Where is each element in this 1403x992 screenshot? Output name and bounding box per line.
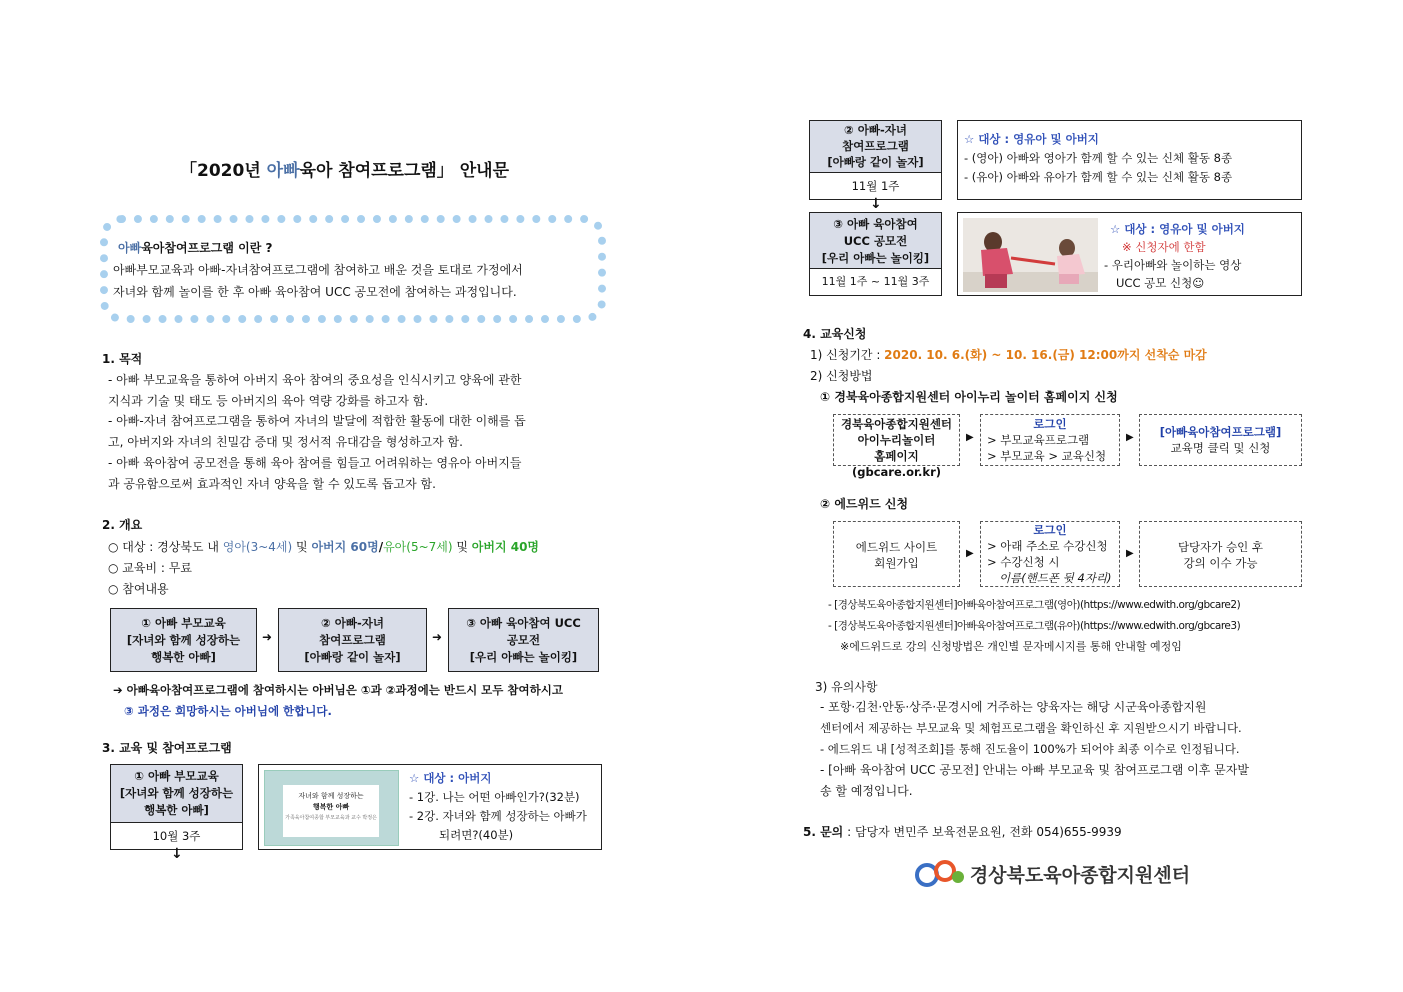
m2-step-3 — [1139, 521, 1302, 587]
m2s2-l2: > 아래 주소로 수강신청 — [987, 539, 1108, 553]
intro-line-1: 아빠부모교육과 아빠-자녀참여프로그램에 참여하고 배운 것을 토대로 가정에서 — [113, 263, 523, 277]
m2s1-l1: 에드위드 사이트 — [855, 540, 938, 554]
p3-item-2: UCC 공모 신청☺ — [1116, 276, 1205, 290]
program-3-box — [809, 212, 942, 296]
center-logo-text: 경상북도육아종합지원센터 — [969, 864, 1191, 887]
m1s1-l1: 경북육아종합지원센터 — [840, 417, 953, 431]
intro-line-2: 자녀와 함께 놀이를 한 후 아빠 육아참여 UCC 공모전에 참여하는 과정입니다. — [113, 285, 517, 299]
m1-step-2 — [980, 414, 1120, 466]
m1s2-l2: > 부모교육프로그램 — [987, 433, 1090, 447]
flow-3-l2: 공모전 — [506, 633, 541, 647]
p1-item-1: - 1강. 나는 어떤 아빠인가?(32분) — [409, 790, 580, 804]
m2-arrow-1: ▶ — [966, 548, 974, 559]
p3-desc-text — [1104, 220, 1245, 292]
edwith-link-1[interactable]: - [경상북도육아종합지원센터]아빠육아참여프로그램(영아)(https://www.edwith.org/gbcare2) — [828, 599, 1241, 611]
intro-question — [118, 240, 272, 256]
play-photo — [963, 218, 1098, 292]
m2-step-1 — [833, 521, 960, 587]
p2-target: ☆ 대상 : 영유아 및 아버지 — [964, 132, 1099, 146]
p1-l3: 행복한 아빠] — [144, 803, 209, 817]
flow-1-l3: 행복한 아빠] — [151, 650, 216, 664]
target-father-60: 아버지 60명 — [311, 540, 379, 554]
section-1-heading: 1. 목적 — [102, 352, 143, 366]
notes-line-2: 센터에서 제공하는 부모교육 및 체험프로그램을 확인하신 후 지원받으시기 바랍니다. — [820, 721, 1242, 735]
target-infant: 영아(3~4세) — [222, 540, 293, 554]
target-mid2: 및 — [452, 540, 472, 554]
s4-method: 2) 신청방법 — [810, 369, 873, 383]
s4-method-2: ② 에드위드 신청 — [820, 497, 909, 511]
thumb-card — [283, 785, 379, 837]
m1s3-l2: 교육명 클릭 및 신청 — [1170, 441, 1271, 455]
s2-content: ○ 참여내용 — [108, 582, 169, 596]
title-prefix: 「2020년 — [180, 161, 267, 181]
flow-2-l3: [아빠랑 같이 놀자] — [304, 650, 401, 664]
intro-q-rest: 육아참여프로그램 이란 ? — [141, 241, 273, 255]
program-2-box — [809, 120, 942, 200]
target-mid: 및 — [292, 540, 312, 554]
s2-target — [108, 539, 539, 555]
p2-date: 11월 1주 — [851, 179, 900, 193]
page-title — [180, 156, 509, 181]
program-2-title — [810, 121, 941, 173]
p2-item-1: - (영아) 아빠와 영아가 함께 할 수 있는 신체 활동 8종 — [964, 151, 1233, 165]
lecture-thumbnail — [264, 770, 399, 846]
edwith-link-2[interactable]: - [경상북도육아종합지원센터]아빠육아참여프로그램(유아)(https://www.edwith.org/gbcare3) — [828, 620, 1241, 632]
center-logo-mark — [914, 858, 966, 890]
s1-line-4: 고, 아버지와 자녀의 친밀감 증대 및 정서적 유대감을 형성하고자 함. — [108, 435, 463, 449]
program-1-desc — [258, 764, 602, 850]
s1-line-1: - 아빠 부모교육을 통하여 아버지 육아 참여의 중요성을 인식시키고 양육에 관한 — [108, 373, 522, 387]
p2-l3: [아빠랑 같이 놀자] — [827, 155, 924, 169]
contact — [803, 824, 1122, 840]
flow-box-2 — [278, 608, 427, 672]
m1s2-l3: > 부모교육 > 교육신청 — [987, 449, 1107, 463]
section-2-heading: 2. 개요 — [102, 518, 143, 532]
p3-note: ※ 신청자에 한함 — [1122, 240, 1206, 254]
p1-l1: ① 아빠 부모교육 — [134, 769, 219, 783]
m2s2-l3: > 수강신청 시 — [987, 555, 1060, 569]
p3-l1: ③ 아빠 육아참여 — [833, 217, 918, 231]
flow-box-1 — [110, 608, 257, 672]
m1s1-l2: 아이누리놀이터 — [857, 433, 936, 447]
flow-box-3 — [448, 608, 599, 672]
flow-3-l1: ③ 아빠 육아참여 UCC — [466, 616, 581, 630]
p1-l2: [자녀와 함께 성장하는 — [119, 786, 234, 800]
flow-1-l2: [자녀와 함께 성장하는 — [126, 633, 241, 647]
p3-l3: [우리 아빠는 놀이킹] — [821, 251, 930, 265]
section-3-heading: 3. 교육 및 참여프로그램 — [102, 741, 232, 755]
m1-step-3 — [1139, 414, 1302, 466]
m1s2-l1: 로그인 — [1033, 417, 1067, 431]
center-logo — [914, 858, 1190, 890]
p2-l2: 참여프로그램 — [842, 139, 909, 153]
m1-step-1 — [833, 414, 960, 479]
p3-item-1: - 우리아빠와 놀이하는 영상 — [1104, 258, 1242, 272]
p1-item-3: 되려면?(40분) — [439, 828, 514, 842]
notes-line-4: - [아빠 육아참여 UCC 공모전] 안내는 아빠 부모교육 및 참여프로그램 이후 문자발 — [820, 763, 1249, 777]
m2-step-2 — [980, 521, 1120, 587]
flow-arrow-2: ➜ — [432, 630, 443, 644]
s1-line-5: - 아빠 육아참여 공모전을 통해 육아 참여를 힘들고 어려워하는 영유아 아버지들 — [108, 456, 522, 470]
p3-l2: UCC 공모전 — [843, 234, 908, 248]
s2-fee: ○ 교육비 : 무료 — [108, 561, 192, 575]
notes-line-3: - 에드위드 내 [성적조회]를 통해 진도율이 100%가 되어야 최종 이수로 인정됩니다. — [820, 742, 1240, 756]
down-arrow-1: ↓ — [171, 846, 183, 862]
m2s2-l1: 로그인 — [1033, 523, 1067, 537]
m1-arrow-2: ▶ — [1126, 432, 1134, 443]
contact-label: 5. 문의 — [803, 825, 844, 839]
program-3-desc — [957, 212, 1302, 296]
s2-note-1: ➔ 아빠육아참여프로그램에 참여하시는 아버님은 ①과 ②과정에는 반드시 모두 참여하시고 — [113, 683, 563, 697]
p1-target: ☆ 대상 : 아버지 — [409, 771, 492, 785]
target-slash: / — [378, 540, 384, 554]
flow-1-l1: ① 아빠 부모교육 — [141, 616, 226, 630]
program-1-box — [110, 764, 243, 850]
m2-arrow-2: ▶ — [1126, 548, 1134, 559]
contact-text: : 담당자 변민주 보육전문요원, 전화 054)655-9939 — [843, 825, 1122, 839]
title-suffix: 육아 참여프로그램」 안내문 — [299, 161, 509, 181]
p2-item-2: - (유아) 아빠와 유아가 함께 할 수 있는 신체 활동 8종 — [964, 170, 1233, 184]
down-arrow-2: ↓ — [870, 196, 882, 212]
flow-arrow-1: ➜ — [262, 630, 273, 644]
s4-method-1: ① 경북육아종합지원센터 아이누리 놀이터 홈페이지 신청 — [820, 390, 1118, 404]
flow-2-l1: ② 아빠-자녀 — [321, 616, 384, 630]
s4-period — [810, 347, 1207, 363]
m1s3-l1: [아빠육아참여프로그램] — [1159, 425, 1282, 439]
title-highlight: 아빠 — [266, 161, 300, 181]
m2s3-l1: 담당자가 승인 후 — [1177, 540, 1264, 554]
intro-q-highlight: 아빠 — [118, 241, 142, 255]
program-3-title — [810, 213, 941, 269]
s1-line-2: 지식과 기술 및 태도 등 아버지의 육아 역량 강화를 하고자 함. — [108, 394, 429, 408]
notes-heading: 3) 유의사항 — [815, 680, 878, 694]
p1-date: 10월 3주 — [152, 829, 201, 843]
s1-line-3: - 아빠-자녀 참여프로그램을 통하여 자녀의 발달에 적합한 활동에 대한 이해를 돕 — [108, 414, 526, 428]
program-1-title — [111, 765, 242, 823]
thumb-t3: 가족육아참여종합 부모교육과 교수 박정은 — [285, 815, 377, 821]
p1-item-2: - 2강. 자녀와 함께 성장하는 아빠가 — [409, 809, 587, 823]
play-photo-image — [963, 218, 1098, 292]
section-4-heading: 4. 교육신청 — [803, 327, 867, 341]
thumb-t1: 자녀와 함께 성장하는 — [298, 792, 364, 800]
notes-line-1: - 포항·김천·안동·상주·문경시에 거주하는 양육자는 해당 시군육아종합지원 — [820, 700, 1207, 714]
m1-arrow-1: ▶ — [966, 432, 974, 443]
program-2-desc — [957, 120, 1302, 200]
flow-3-l3: [우리 아빠는 놀이킹] — [469, 650, 578, 664]
target-label: ○ 대상 : 경상북도 내 — [108, 540, 223, 554]
p2-l1: ② 아빠-자녀 — [844, 123, 907, 137]
flow-2-l2: 참여프로그램 — [319, 633, 386, 647]
m2s1-l2: 회원가입 — [874, 556, 919, 570]
period-value: 2020. 10. 6.(화) ~ 10. 16.(금) 12:00까지 선착순 마감 — [884, 348, 1207, 362]
period-label: 1) 신청기간 : — [810, 348, 885, 362]
thumb-t2: 행복한 아빠 — [312, 803, 350, 811]
s2-note-2: ③ 과정은 희망하시는 아버님에 한합니다. — [124, 704, 332, 718]
p3-date: 11월 1주 ~ 11월 3주 — [821, 275, 930, 288]
s1-line-6: 과 공유함으로써 효과적인 자녀 양육을 할 수 있도록 돕고자 함. — [108, 477, 436, 491]
target-child: 유아(5~7세) — [383, 540, 453, 554]
edwith-note: ※에드위드로 강의 신청방법은 개인별 문자메시지를 통해 안내할 예정임 — [840, 640, 1182, 653]
notes-line-5: 송 할 예정입니다. — [820, 784, 913, 798]
m2s2-l4: 이름(핸드폰 뒷 4자리) — [999, 571, 1112, 585]
p1-desc-text — [409, 769, 587, 845]
m2s3-l2: 강의 이수 가능 — [1183, 556, 1258, 570]
m1s1-l3: 홈페이지(gbcare.or.kr) — [851, 449, 941, 479]
p3-target: ☆ 대상 : 영유아 및 아버지 — [1110, 222, 1245, 236]
target-father-40: 아버지 40명 — [471, 540, 540, 554]
